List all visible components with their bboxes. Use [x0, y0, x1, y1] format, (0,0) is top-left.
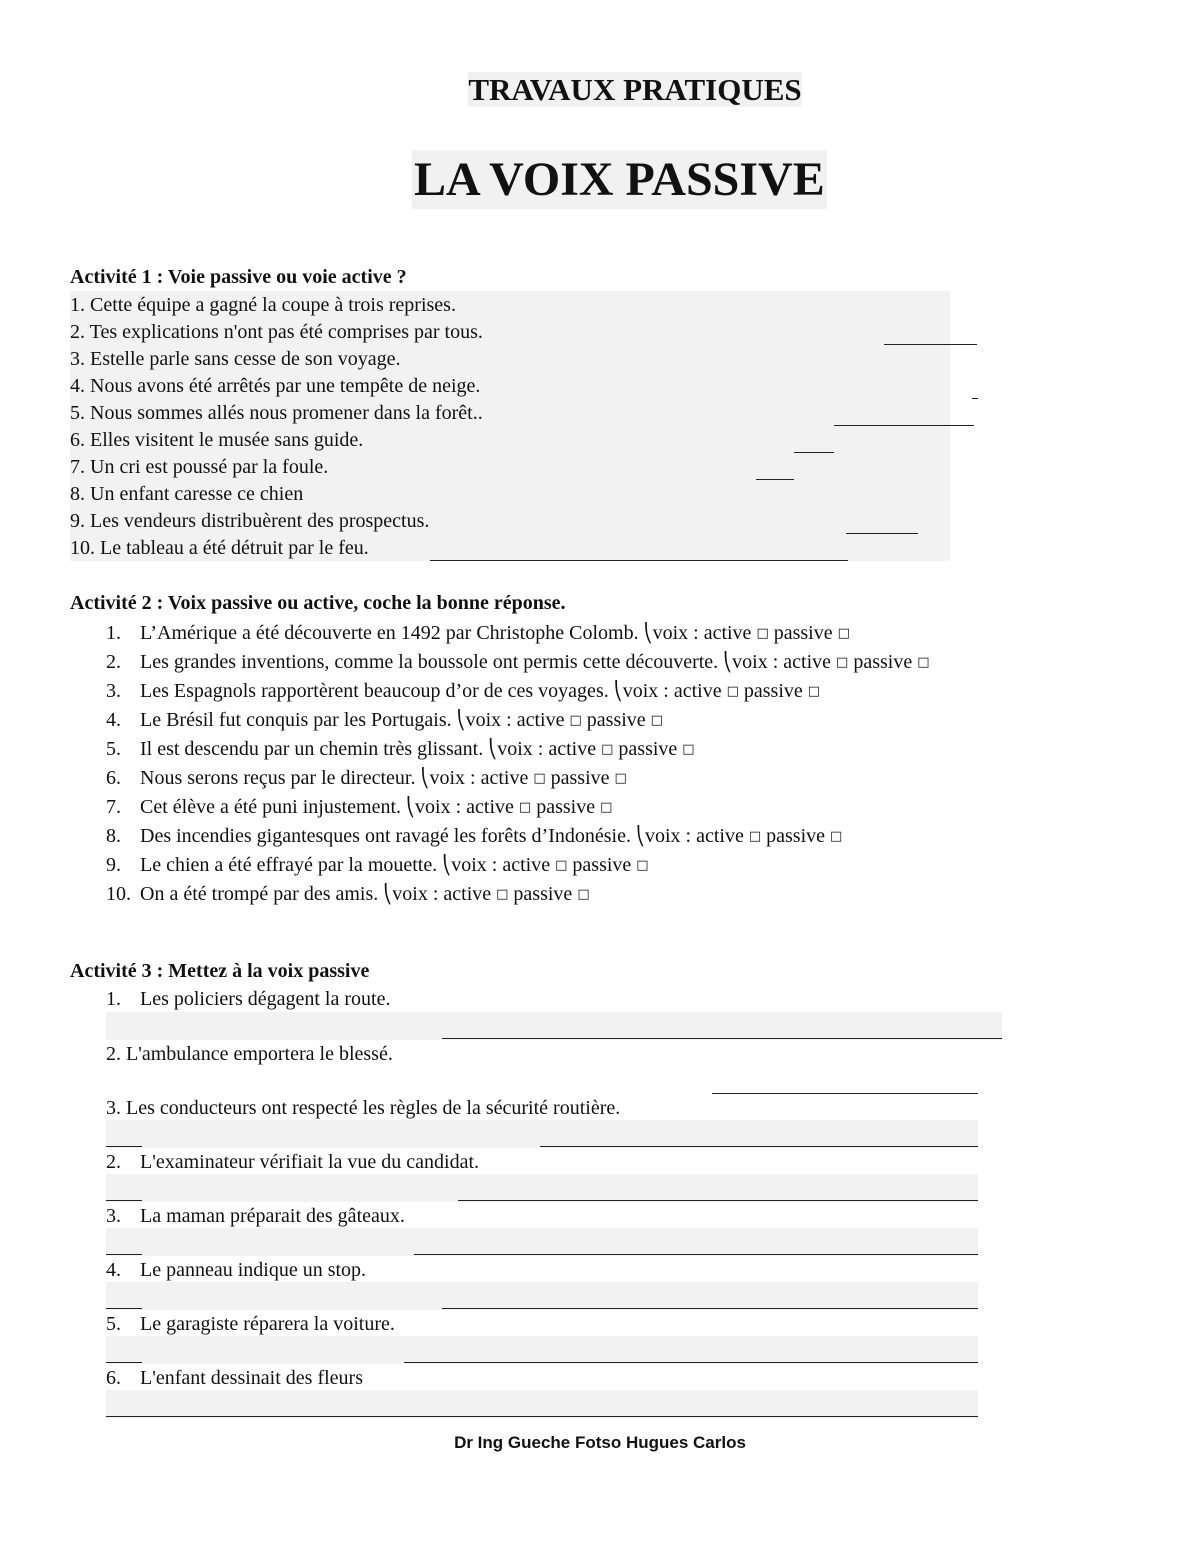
bracket-icon: ⎝ [723, 652, 733, 673]
active-checkbox[interactable]: □ [726, 684, 739, 699]
answer-shade [106, 1120, 978, 1148]
item-sentence: Les grandes inventions, comme la boussole ont permis cette découverte. [140, 651, 719, 673]
activity3-item: 2. L'examinateur vérifiait la vue du candidat. [106, 1151, 480, 1173]
activity2-item [106, 765, 627, 794]
item-number: 7. [106, 796, 121, 818]
activity1-heading: Activité 1 : Voie passive ou voie active ? [70, 266, 407, 288]
item-sentence: Les Espagnols rapportèrent beaucoup d’or de ces voyages. [140, 680, 609, 702]
bracket-icon: ⎝ [420, 768, 430, 789]
active-checkbox[interactable]: □ [601, 742, 614, 757]
activity2-item [106, 649, 930, 678]
bracket-icon: ⎝ [456, 710, 466, 731]
active-checkbox[interactable]: □ [836, 655, 849, 670]
answer-blank[interactable] [884, 344, 977, 345]
activity2-item [106, 620, 850, 649]
active-checkbox[interactable]: □ [533, 771, 546, 786]
answer-shade [106, 1282, 978, 1310]
author-footer: Dr Ing Gueche Fotso Hugues Carlos [454, 1433, 746, 1452]
passive-option-label: passive [572, 854, 632, 876]
passive-checkbox[interactable]: □ [807, 684, 821, 699]
answer-blank[interactable] [756, 479, 794, 480]
activity2-item [106, 736, 695, 765]
answer-line[interactable] [458, 1200, 978, 1201]
passive-checkbox[interactable]: □ [636, 858, 649, 873]
active-option-label: voix : active [451, 854, 551, 876]
passive-checkbox[interactable]: □ [682, 742, 695, 757]
active-checkbox[interactable]: □ [555, 858, 568, 873]
active-option-label: voix : active [644, 825, 744, 847]
answer-line[interactable] [442, 1038, 1002, 1039]
activity3-item: 6. L'enfant dessinait des fleurs [106, 1367, 363, 1389]
passive-checkbox[interactable]: □ [837, 626, 850, 641]
passive-option-label: passive [743, 680, 803, 702]
answer-line[interactable] [106, 1146, 142, 1147]
activity2-heading: Activité 2 : Voix passive ou active, coche la bonne réponse. [70, 592, 566, 614]
activity2-item [106, 678, 820, 707]
activity1-item: 9. Les vendeurs distribuèrent des prospectus. [70, 510, 430, 532]
activity1-item: 3. Estelle parle sans cesse de son voyage. [70, 348, 401, 370]
answer-blank[interactable] [430, 560, 848, 561]
item-sentence: Il est descendu par un chemin très glissant. [140, 738, 484, 760]
item-number: 4. [106, 709, 121, 731]
passive-option-label: passive [618, 738, 678, 760]
active-option-label: voix : active [429, 767, 529, 789]
item-number: 9. [106, 854, 121, 876]
activity2-item [106, 881, 590, 910]
passive-option-label: passive [536, 796, 596, 818]
bracket-icon: ⎝ [488, 739, 498, 760]
active-option-label: voix : active [392, 883, 492, 905]
passive-option-label: passive [766, 825, 826, 847]
passive-checkbox[interactable]: □ [577, 887, 590, 902]
page-title: TRAVAUX PRATIQUES [468, 72, 802, 107]
item-sentence: Nous serons reçus par le directeur. [140, 767, 416, 789]
item-sentence: L’Amérique a été découverte en 1492 par Christophe Colomb. [140, 622, 639, 644]
activity1-item: 8. Un enfant caresse ce chien [70, 483, 304, 505]
activity1-item: 2. Tes explications n'ont pas été comprises par tous. [70, 321, 483, 343]
answer-line[interactable] [540, 1146, 978, 1147]
activity2-item [106, 707, 663, 736]
passive-checkbox[interactable]: □ [830, 829, 843, 844]
bracket-icon: ⎝ [406, 797, 416, 818]
passive-checkbox[interactable]: □ [614, 771, 627, 786]
active-option-label: voix : active [732, 651, 832, 673]
activity1-item: 10. Le tableau a été détruit par le feu. [70, 537, 369, 559]
passive-checkbox[interactable]: □ [650, 713, 663, 728]
activity3-item: 3. La maman préparait des gâteaux. [106, 1205, 405, 1227]
answer-line[interactable] [106, 1416, 978, 1417]
activity3-item: 3. Les conducteurs ont respecté les règles de la sécurité routière. [106, 1097, 621, 1119]
active-checkbox[interactable]: □ [748, 829, 762, 844]
activity3-item: 5. Le garagiste réparera la voiture. [106, 1313, 395, 1335]
answer-shade [106, 1390, 978, 1418]
active-option-label: voix : active [465, 709, 565, 731]
answer-blank[interactable] [846, 533, 918, 534]
item-sentence: Le Brésil fut conquis par les Portugais. [140, 709, 452, 731]
active-option-label: voix : active [652, 622, 752, 644]
item-number: 8. [106, 825, 121, 847]
item-sentence: On a été trompé par des amis. [140, 883, 379, 905]
answer-shade [106, 1228, 978, 1256]
item-number: 5. [106, 738, 121, 760]
answer-blank[interactable] [972, 398, 978, 399]
active-option-label: voix : active [415, 796, 514, 818]
answer-line[interactable] [106, 1362, 142, 1363]
active-checkbox[interactable]: □ [756, 626, 769, 641]
item-number: 3. [106, 680, 121, 702]
passive-option-label: passive [853, 651, 913, 673]
answer-shade [106, 1174, 978, 1202]
item-number: 1. [106, 622, 121, 644]
passive-option-label: passive [513, 883, 573, 905]
item-number: 10. [106, 883, 131, 905]
answer-line[interactable] [404, 1362, 978, 1363]
answer-line[interactable] [414, 1254, 978, 1255]
answer-line[interactable] [106, 1308, 142, 1309]
activity1-item: 4. Nous avons été arrêtés par une tempête de neige. [70, 375, 481, 397]
passive-checkbox[interactable]: □ [917, 655, 930, 670]
passive-checkbox[interactable]: □ [600, 800, 613, 815]
answer-shade [106, 1336, 978, 1364]
activity1-item: 1. Cette équipe a gagné la coupe à trois reprises. [70, 294, 456, 316]
bracket-icon: ⎝ [613, 681, 623, 702]
bracket-icon: ⎝ [635, 826, 645, 847]
item-number: 6. [106, 767, 121, 789]
bracket-icon: ⎝ [643, 623, 653, 644]
activity3-heading: Activité 3 : Mettez à la voix passive [70, 960, 370, 982]
item-sentence: Des incendies gigantesques ont ravagé les forêts d’Indonésie. [140, 825, 631, 847]
activity1-item: 7. Un cri est poussé par la foule. [70, 456, 329, 478]
bracket-icon: ⎝ [383, 884, 393, 905]
activity2-item [106, 823, 842, 852]
active-checkbox[interactable]: □ [518, 800, 532, 815]
answer-blank[interactable] [794, 452, 834, 453]
answer-shade [106, 1012, 1002, 1040]
activity3-item: 4. Le panneau indique un stop. [106, 1259, 367, 1281]
activity2-item [106, 794, 612, 823]
item-number: 2. [106, 651, 121, 673]
activity2-item [106, 852, 649, 881]
activity1-item: 5. Nous sommes allés nous promener dans la forêt.. [70, 402, 483, 424]
passive-option-label: passive [550, 767, 610, 789]
answer-line[interactable] [442, 1308, 978, 1309]
answer-line[interactable] [106, 1200, 142, 1201]
active-checkbox[interactable]: □ [496, 887, 509, 902]
bracket-icon: ⎝ [442, 855, 452, 876]
item-sentence: Le chien a été effrayé par la mouette. [140, 854, 438, 876]
active-checkbox[interactable]: □ [569, 713, 582, 728]
item-sentence: Cet élève a été puni injustement. [140, 796, 402, 818]
active-option-label: voix : active [497, 738, 597, 760]
answer-line[interactable] [712, 1093, 978, 1094]
activity1-item: 6. Elles visitent le musée sans guide. [70, 429, 364, 451]
active-option-label: voix : active [622, 680, 722, 702]
passive-option-label: passive [773, 622, 833, 644]
activity3-item: 2. L'ambulance emportera le blessé. [106, 1043, 393, 1065]
answer-line[interactable] [106, 1254, 142, 1255]
activity3-item: 1. Les policiers dégagent la route. [106, 988, 391, 1010]
answer-blank[interactable] [834, 425, 974, 426]
page-subtitle: LA VOIX PASSIVE [412, 150, 827, 209]
passive-option-label: passive [586, 709, 646, 731]
